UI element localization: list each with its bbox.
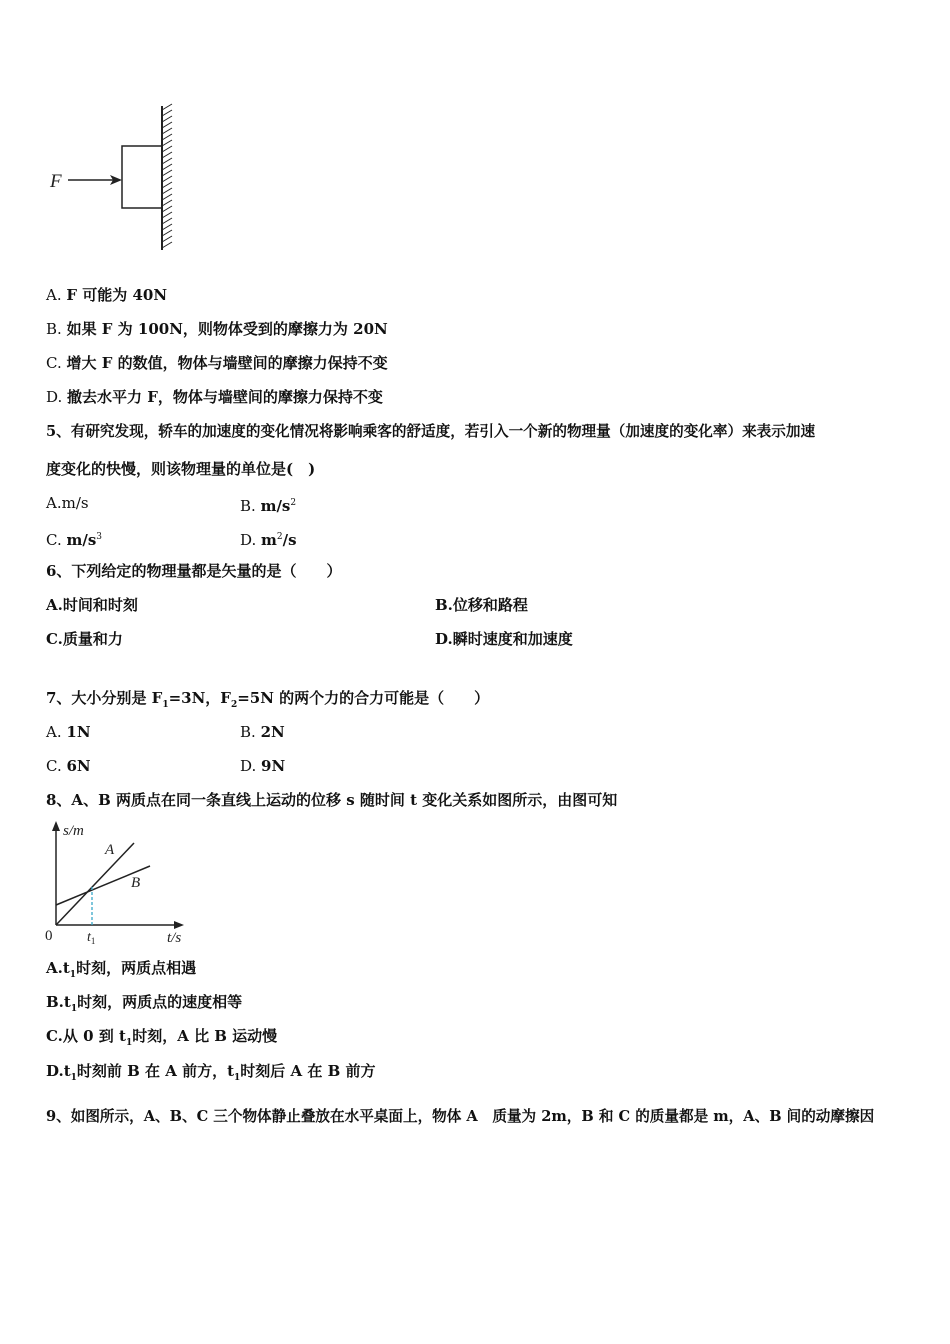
q7-stem: 7、大小分别是 $F_1=3N$，$F_2=5N$ 的两个力的合力可能是（ ）	[46, 689, 490, 710]
q6-option-b[interactable]: B.位移和路程	[435, 596, 528, 614]
q6-option-a[interactable]: A.时间和时刻	[46, 596, 138, 614]
q6-stem: 6、下列给定的物理量都是矢量的是（ ）	[46, 562, 342, 580]
q7-option-c[interactable]: C. 6N	[46, 757, 91, 775]
q4-option-c[interactable]: C. 增大 F 的数值，物体与墙壁间的摩擦力保持不变	[46, 354, 388, 372]
q5-option-d[interactable]: D. $m^2/s$	[240, 531, 297, 549]
t1-tick-label: $t_1$	[87, 930, 96, 946]
q5-option-b[interactable]: B. $m/s^2$	[240, 497, 297, 515]
x-axis-label: t/s	[167, 930, 182, 946]
q4-option-a[interactable]: A. F 可能为 40N	[46, 286, 168, 304]
q5-stem-line1: 5、有研究发现，轿车的加速度的变化情况将影响乘客的舒适度，若引入一个新的物理量（加速度的变化率）来表示加速	[46, 423, 816, 440]
origin-label: 0	[45, 928, 53, 944]
q8-option-d[interactable]: $D.t_1$时刻前 B 在 A 前方，$t_1$时刻后 A 在 B 前方	[46, 1062, 376, 1083]
q5-stem-line2: 度变化的快慢，则该物理量的单位是( )	[46, 460, 316, 478]
q8-option-b[interactable]: $B.t_1$时刻，两质点的速度相等	[46, 993, 243, 1014]
wall-block-figure	[40, 100, 180, 260]
q5-option-a[interactable]: A.m/s	[46, 494, 89, 512]
q8-option-a[interactable]: $A.t_1$时刻，两质点相遇	[46, 959, 197, 980]
q8-option-c[interactable]: C.从 0 到 $t_1$时刻，A 比 B 运动慢	[46, 1027, 278, 1048]
s-t-graph	[40, 815, 200, 950]
q4-option-d[interactable]: D. 撤去水平力 F，物体与墙壁间的摩擦力保持不变	[46, 388, 383, 406]
q9-stem: 9、如图所示，A、B、C 三个物体静止叠放在水平桌面上，物体 A 质量为 2m，B 和 C 的质量都是 m，A、B 间的动摩擦因	[46, 1108, 875, 1125]
q4-option-b[interactable]: B. 如果 F 为 100N，则物体受到的摩擦力为 20N	[46, 320, 388, 338]
y-axis-label: s/m	[63, 823, 84, 839]
q6-option-d[interactable]: D.瞬时速度和加速度	[435, 630, 573, 648]
q6-option-c[interactable]: C.质量和力	[46, 630, 123, 648]
line-a	[56, 843, 134, 925]
q8-stem: 8、A、B 两质点在同一条直线上运动的位移 s 随时间 t 变化关系如图所示，由图可知	[46, 791, 618, 809]
q7-option-b[interactable]: B. 2N	[240, 723, 285, 741]
q7-option-d[interactable]: D. 9N	[240, 757, 286, 775]
line-b-label: B	[131, 875, 141, 891]
line-a-label: A	[105, 842, 115, 858]
block	[122, 146, 162, 208]
q7-option-a[interactable]: A. 1N	[46, 723, 91, 741]
force-label: F	[50, 171, 62, 192]
q5-option-c[interactable]: C. $m/s^3$	[46, 531, 103, 549]
